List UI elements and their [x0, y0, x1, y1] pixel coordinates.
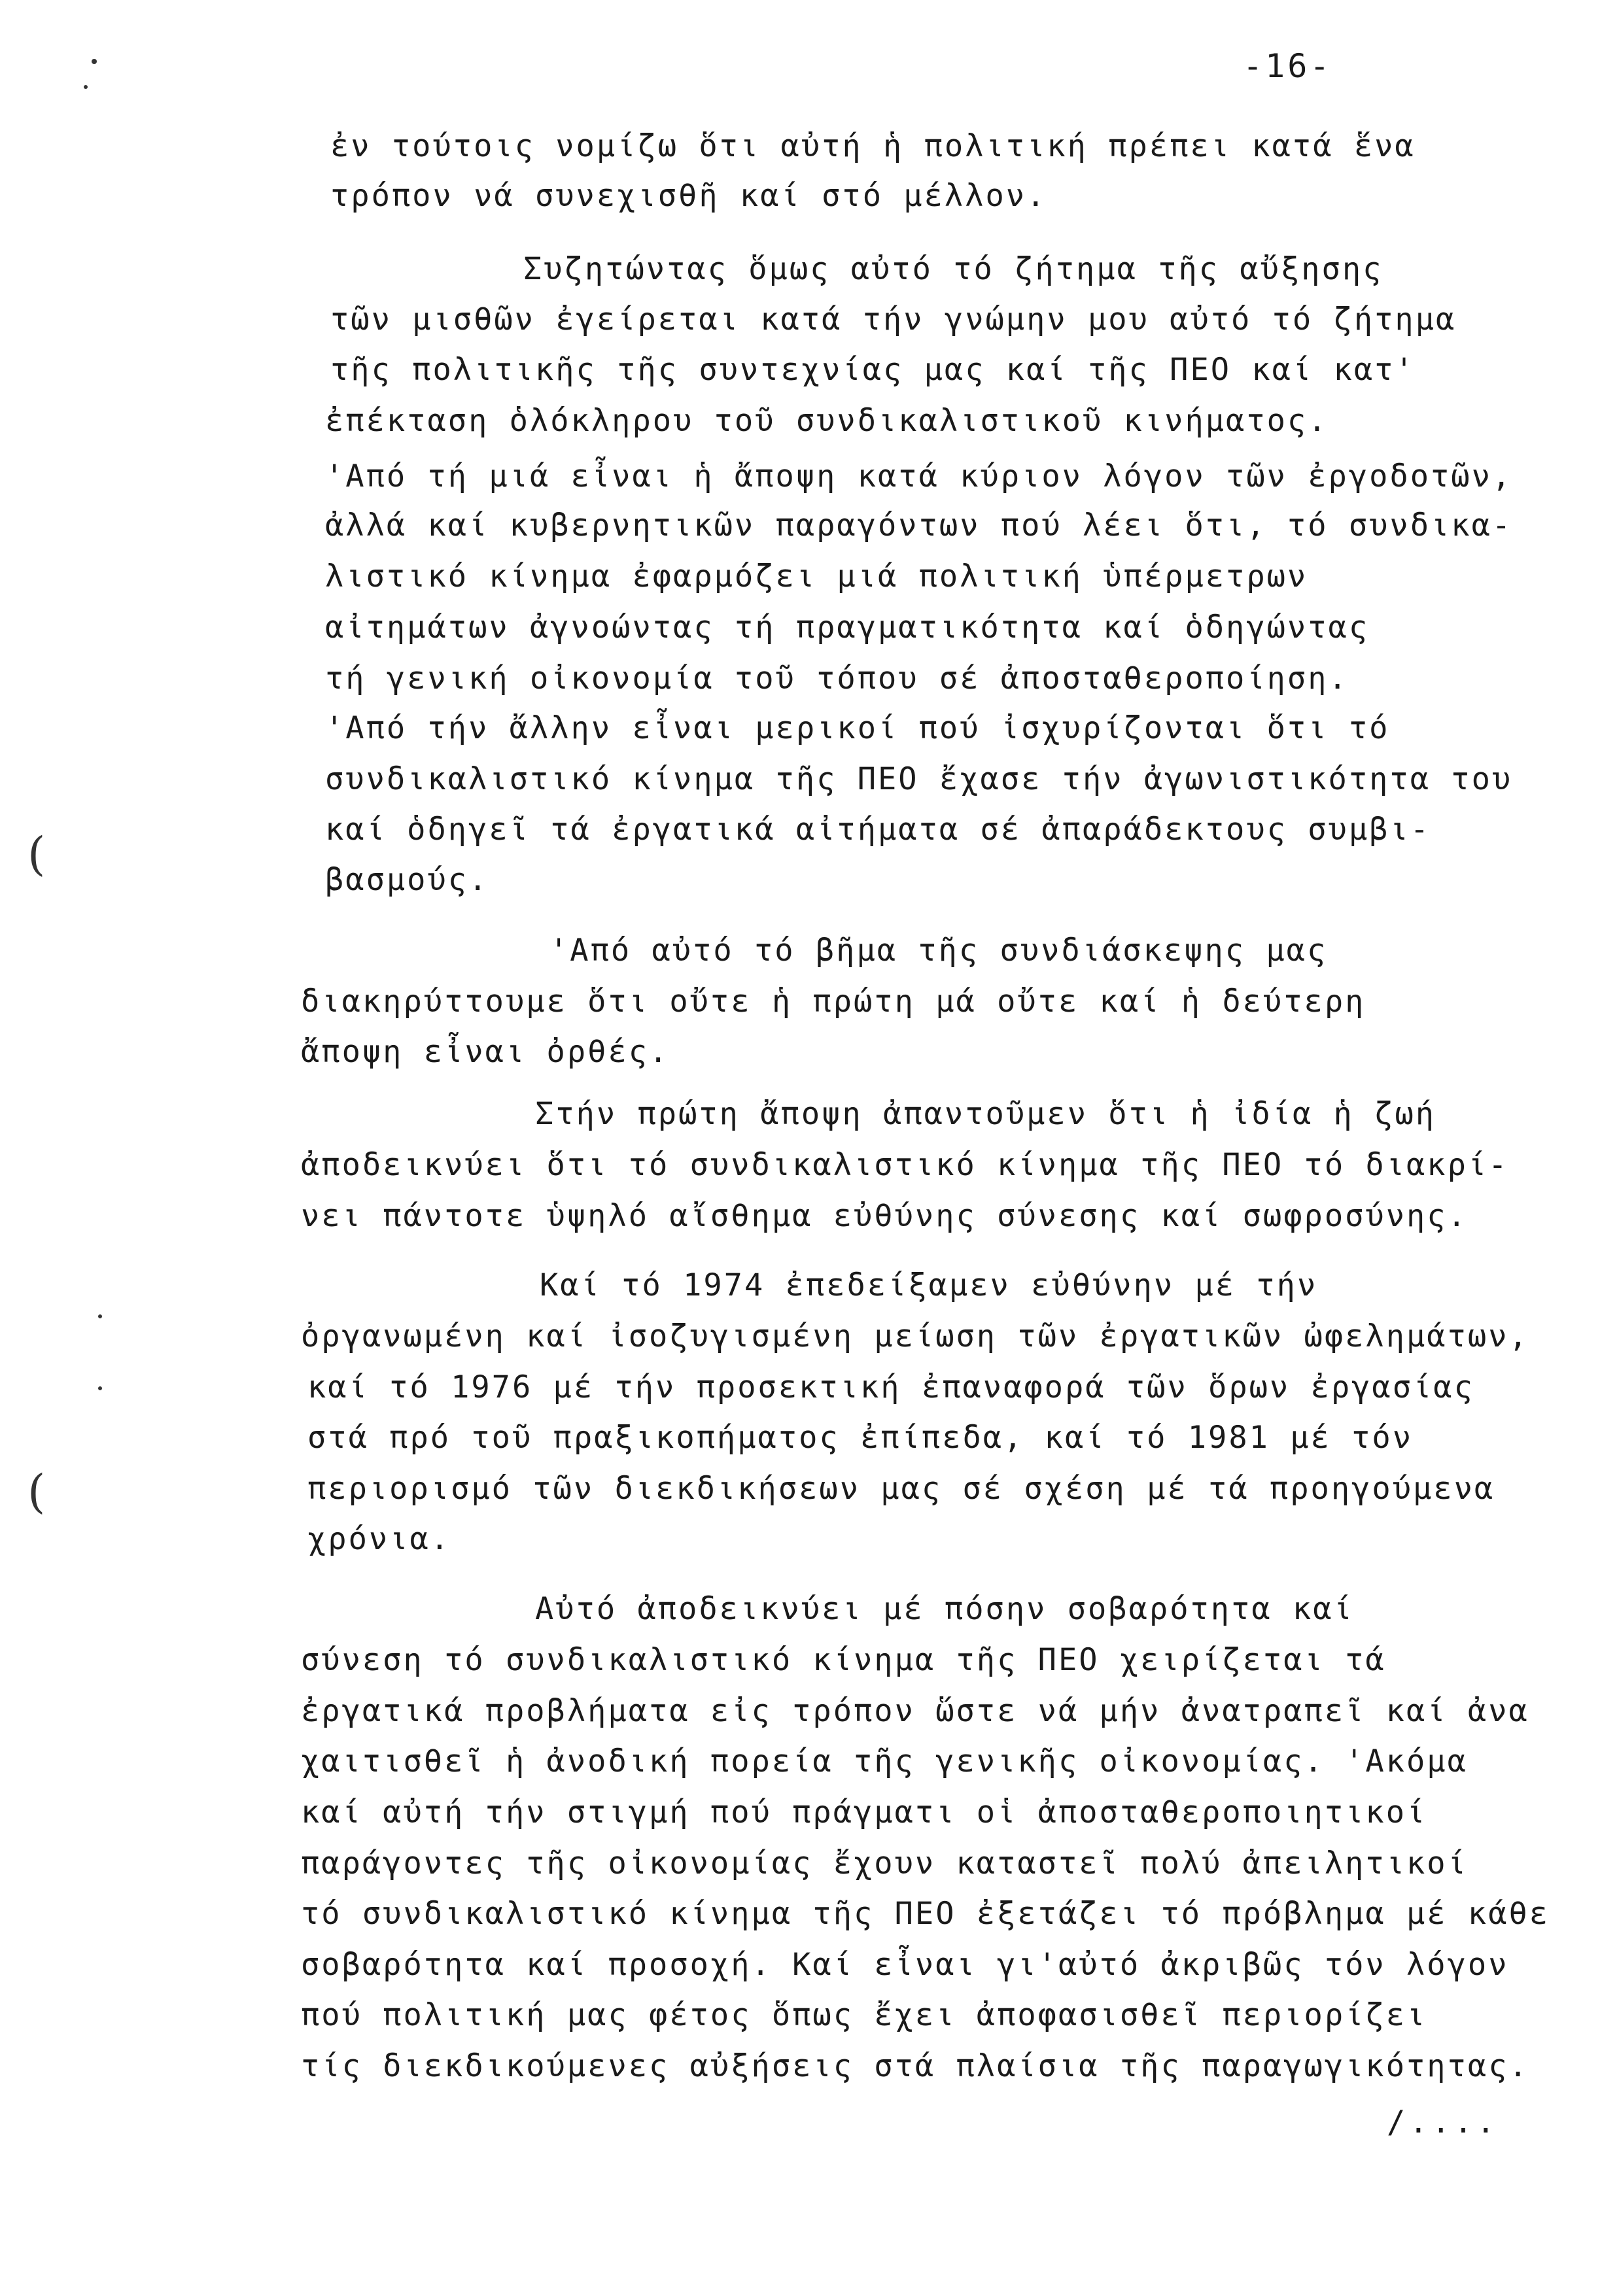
text-line: καί τό 1976 μέ τήν προσεκτική ἐπαναφορά τῶν ὅρων ἐργασίας: [307, 1369, 1474, 1405]
text-line: ἐργατικά προβλήματα εἰς τρόπον ὥστε νά μήν ἀνατραπεῖ καί ἀνα: [301, 1693, 1529, 1729]
text-line: ἀλλά καί κυβερνητικῶν παραγόντων πού λέει ὅτι, τό συνδικα-: [325, 507, 1513, 543]
text-line: 'Από τήν ἄλλην εἶναι μερικοί πού ἰσχυρίζονται ὅτι τό: [325, 710, 1390, 746]
text-line: Καί τό 1974 ἐπεδείξαμεν εὐθύνην μέ τήν: [540, 1267, 1318, 1303]
text-line: ἄποψη εἶναι ὀρθές.: [301, 1034, 670, 1070]
text-line: Συζητώντας ὅμως αὐτό τό ζήτημα τῆς αὔξησης: [523, 251, 1383, 287]
text-line: ἐπέκταση ὁλόκληρου τοῦ συνδικαλιστικοῦ κινήματος.: [325, 403, 1329, 439]
text-line: νει πάντοτε ὑψηλό αἴσθημα εὐθύνης σύνεσης καί σωφροσύνης.: [301, 1198, 1468, 1234]
text-line: Αὐτό ἀποδεικνύει μέ πόσην σοβαρότητα καί: [535, 1591, 1354, 1627]
text-line: τή γενική οἰκονομία τοῦ τόπου σέ ἀποσταθεροποίηση.: [325, 660, 1349, 696]
text-line: αἰτημάτων ἀγνοώντας τή πραγματικότητα καί ὁδηγώντας: [325, 609, 1370, 645]
text-line: 'Από τή μιά εἶναι ἡ ἄποψη κατά κύριον λόγον τῶν ἐργοδοτῶν,: [325, 458, 1513, 494]
text-line: στά πρό τοῦ πραξικοπήματος ἐπίπεδα, καί τό 1981 μέ τόν: [307, 1420, 1414, 1456]
text-line: συνδικαλιστικό κίνημα τῆς ΠΕΟ ἔχασε τήν ἀγωνιστικότητα του: [325, 761, 1513, 797]
scan-speck: [98, 1386, 102, 1390]
scan-speck: [98, 1314, 102, 1318]
text-line: βασμούς.: [325, 862, 489, 898]
text-line: περιορισμό τῶν διεκδικήσεων μας σέ σχέση μέ τά προηγούμενα: [307, 1471, 1495, 1507]
text-line: πού πολιτική μας φέτος ὅπως ἔχει ἀποφασισθεῖ περιορίζει: [301, 1997, 1427, 2033]
text-line: χαιτισθεῖ ἡ ἀνοδική πορεία τῆς γενικῆς οἰκονομίας. 'Ακόμα: [301, 1743, 1468, 1779]
text-line: ὀργανωμένη καί ἰσοζυγισμένη μείωση τῶν ἐργατικῶν ὠφελημάτων,: [301, 1318, 1529, 1354]
text-line: παράγοντες τῆς οἰκονομίας ἔχουν καταστεῖ πολύ ἀπειλητικοί: [301, 1845, 1468, 1881]
text-line: σοβαρότητα καί προσοχή. Καί εἶναι γι'αὐτό ἀκριβῶς τόν λόγον: [301, 1947, 1509, 1983]
text-line: τό συνδικαλιστικό κίνημα τῆς ΠΕΟ ἐξετάζει τό πρόβλημα μέ κάθε: [301, 1896, 1550, 1932]
text-line: τῶν μισθῶν ἐγείρεται κατά τήν γνώμην μου αὐτό τό ζήτημα: [330, 301, 1457, 337]
text-line: καί ὁδηγεῖ τά ἐργατικά αἰτήματα σέ ἀπαράδεκτους συμβι-: [325, 812, 1431, 848]
text-line: 'Από αὐτό τό βῆμα τῆς συνδιάσκεψης μας: [549, 933, 1328, 968]
margin-bracket-mark: (: [27, 827, 46, 881]
text-line: τῆς πολιτικῆς τῆς συντεχνίας μας καί τῆς ΠΕΟ καί κατ': [330, 352, 1416, 388]
text-line: ἐν τούτοις νομίζω ὅτι αὐτή ἡ πολιτική πρέπει κατά ἕνα: [330, 128, 1416, 164]
text-line: χρόνια.: [307, 1521, 451, 1557]
text-line: διακηρύττουμε ὅτι οὔτε ἡ πρώτη μά οὔτε καί ἡ δεύτερη: [301, 984, 1366, 1019]
text-line: σύνεση τό συνδικαλιστικό κίνημα τῆς ΠΕΟ χειρίζεται τά: [301, 1642, 1386, 1678]
text-line: Στήν πρώτη ἄποψη ἀπαντοῦμεν ὅτι ἡ ἰδία ἡ ζωή: [535, 1096, 1436, 1132]
continuation-mark: /....: [1387, 2104, 1499, 2140]
scan-speck: [84, 85, 88, 89]
scan-speck: [92, 59, 97, 64]
text-line: τρόπον νά συνεχισθῆ καί στό μέλλον.: [330, 178, 1047, 214]
text-line: τίς διεκδικούμενες αὐξήσεις στά πλαίσια τῆς παραγωγικότητας.: [301, 2048, 1529, 2084]
text-line: ἀποδεικνύει ὅτι τό συνδικαλιστικό κίνημα τῆς ΠΕΟ τό διακρί-: [301, 1147, 1509, 1183]
text-line: καί αὐτή τήν στιγμή πού πράγματι οἱ ἀποσταθεροποιητικοί: [301, 1794, 1427, 1830]
text-line: λιστικό κίνημα ἐφαρμόζει μιά πολιτική ὑπέρμετρων: [325, 558, 1308, 594]
margin-bracket-mark: (: [27, 1465, 46, 1518]
page-number: -16-: [1243, 47, 1332, 85]
